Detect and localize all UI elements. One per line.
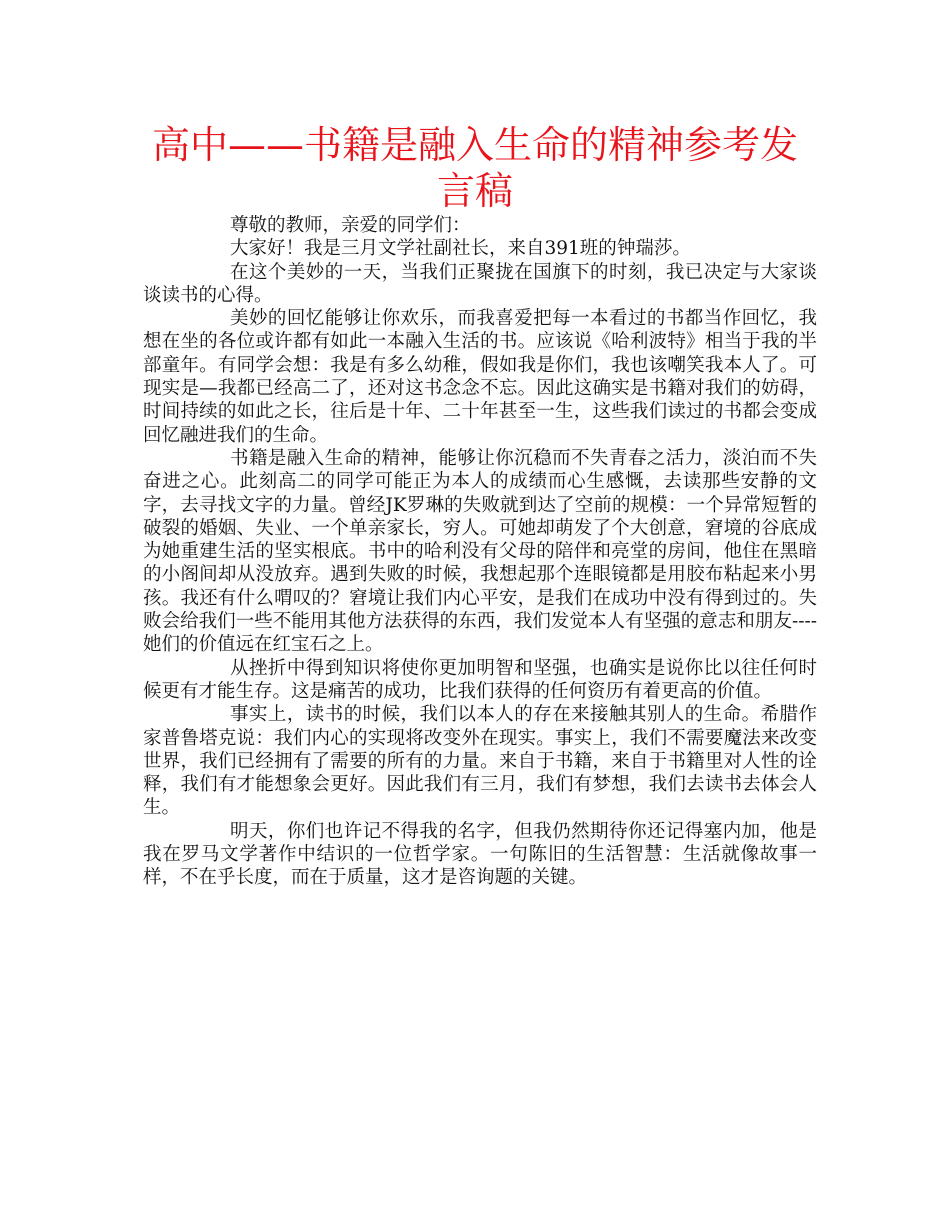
document-body	[143, 214, 817, 890]
salutation-paragraph: 尊敬的教师，亲爱的同学们：	[230, 215, 471, 236]
body-paragraph: 书籍是融入生命的精神，能够让你沉稳而不失青春之活力，淡泊而不失奋进之心。此刻高二的同学可能正为本人的成绩而心生感慨，去读那些安静的文字，去寻找文字的力量。曾经JK罗琳的失败就到达了空前的规模：一个异常短暂的破裂的婚姻、失业、一个单亲家长，穷人。可她却萌发了个大创意，窘境的谷底成为她重建生活的坚实根底。书中的哈利没有父母的陪伴和亮堂的房间，他住在黑暗的小阁间却从没放弃。遇到失败的时候，我想起那个连眼镜都是用胶布粘起来小男孩。我还有什么喟叹的？窘境让我们内心平安，是我们在成功中没有得到过的。失败会给我们一些不能用其他方法获得的东西，我们发觉本人有坚强的意志和朋友----她们的价值远在红宝石之上。	[143, 447, 817, 656]
body-paragraph: 美妙的回忆能够让你欢乐，而我喜爱把每一本看过的书都当作回忆，我想在坐的各位或许都有如此一本融入生活的书。应该说《哈利波特》相当于我的半部童年。有同学会想：我是有多么幼稚，假如我是你们，我也该嘲笑我本人了。可现实是—我都已经高二了，还对这书念念不忘。因此这确实是书籍对我们的妨碍，时间持续的如此之长，往后是十年、二十年甚至一生，这些我们读过的书都会变成回忆融进我们的生命。	[143, 308, 817, 446]
document-title: 高中——书籍是融入生命的精神参考发言稿	[151, 123, 798, 213]
body-paragraph: 在这个美妙的一天，当我们正聚拢在国旗下的时刻，我已决定与大家谈谈读书的心得。	[143, 261, 817, 306]
body-paragraph: 事实上，读书的时候，我们以本人的存在来接触其别人的生命。希腊作家普鲁塔克说：我们内心的实现将改变外在现实。事实上，我们不需要魔法来改变世界，我们已经拥有了需要的所有的力量。来自于书籍，来自于书籍里对人性的诠释，我们有才能想象会更好。因此我们有三月，我们有梦想，我们去读书去体会人生。	[143, 704, 817, 819]
greeting-paragraph: 大家好！我是三月文学社副社长，来自391班的钟瑞莎。	[230, 238, 691, 260]
closing-paragraph: 明天，你们也许记不得我的名字，但我仍然期待你还记得塞内加，他是我在罗马文学著作中结识的一位哲学家。一句陈旧的生活智慧：生活就像故事一样，不在乎长度，而在于质量，这才是咨询题的关键。	[143, 820, 817, 889]
body-paragraph: 从挫折中得到知识将使你更加明智和坚强，也确实是说你比以往任何时候更有才能生存。这是痛苦的成功，比我们获得的任何资历有着更高的价值。	[143, 657, 817, 702]
